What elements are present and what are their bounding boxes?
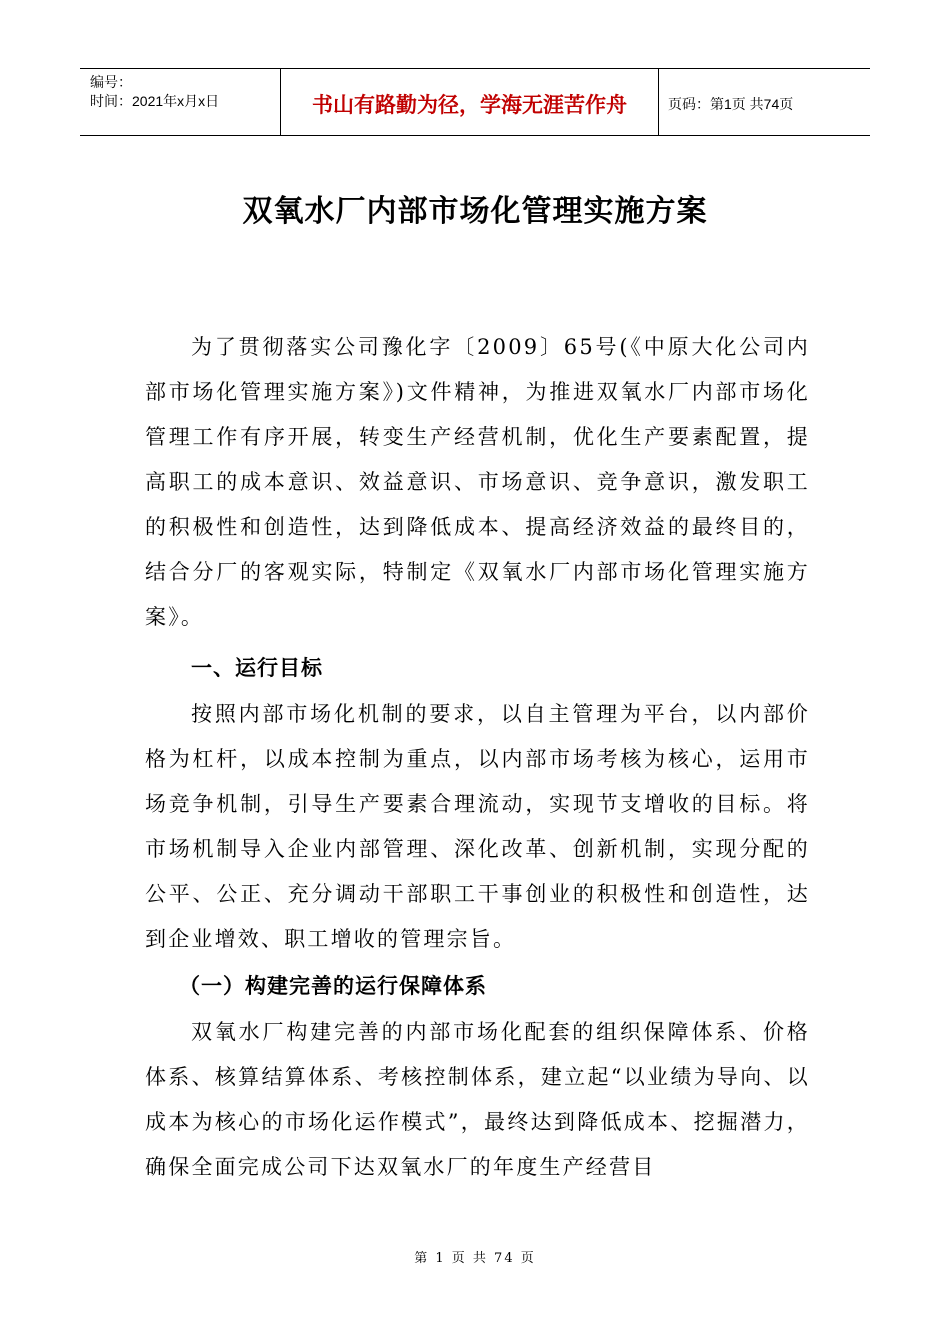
header-motto: 书山有路勤为径，学海无涯苦作舟 — [281, 69, 659, 135]
page-footer: 第 1 页 共 74 页 — [414, 1251, 536, 1266]
subsection-heading-system: （一）构建完善的运行保障体系 — [179, 974, 487, 998]
number-label: 编号： — [90, 74, 132, 90]
document-body — [145, 325, 810, 1190]
intro-paragraph: 为了贯彻落实公司豫化字〔2009〕65号(《中原大化公司内部市场化管理实施方案》)文件精神，为推进双氧水厂内部市场化管理工作有序开展，转变生产经营机制，优化生产要素配置，提高职工的成本意识、效益意识、市场意识、竞争意识，激发职工的积极性和创造性，达到降低成本、提高经济效益的最终目的，结合分厂的客观实际，特制定《双氧水厂内部市场化管理实施方案》。 — [145, 335, 810, 629]
document-header — [80, 68, 870, 136]
goals-paragraph: 按照内部市场化机制的要求，以自主管理为平台，以内部价格为杠杆，以成本控制为重点，以内部市场考核为核心，运用市场竞争机制，引导生产要素合理流动，实现节支增收的目标。将市场机制导入企业内部管理、深化改革、创新机制，实现分配的公平、公正、充分调动干部职工干事创业的积极性和创造性，达到企业增效、职工增收的管理宗旨。 — [145, 702, 810, 951]
header-page-info: 页码：第1页 共74页 — [668, 96, 794, 112]
header-meta-cell — [80, 69, 281, 135]
date-label: 时间：2021年x月x日 — [90, 93, 220, 109]
document-title: 双氧水厂内部市场化管理实施方案 — [242, 194, 708, 229]
section-heading-goals: 一、运行目标 — [191, 656, 323, 680]
system-paragraph: 双氧水厂构建完善的内部市场化配套的组织保障体系、价格体系、核算结算体系、考核控制体系，建立起“以业绩为导向、以成本为核心的市场化运作模式”，最终达到降低成本、挖掘潜力，确保全面完成公司下达双氧水厂的年度生产经营目 — [145, 1020, 810, 1179]
